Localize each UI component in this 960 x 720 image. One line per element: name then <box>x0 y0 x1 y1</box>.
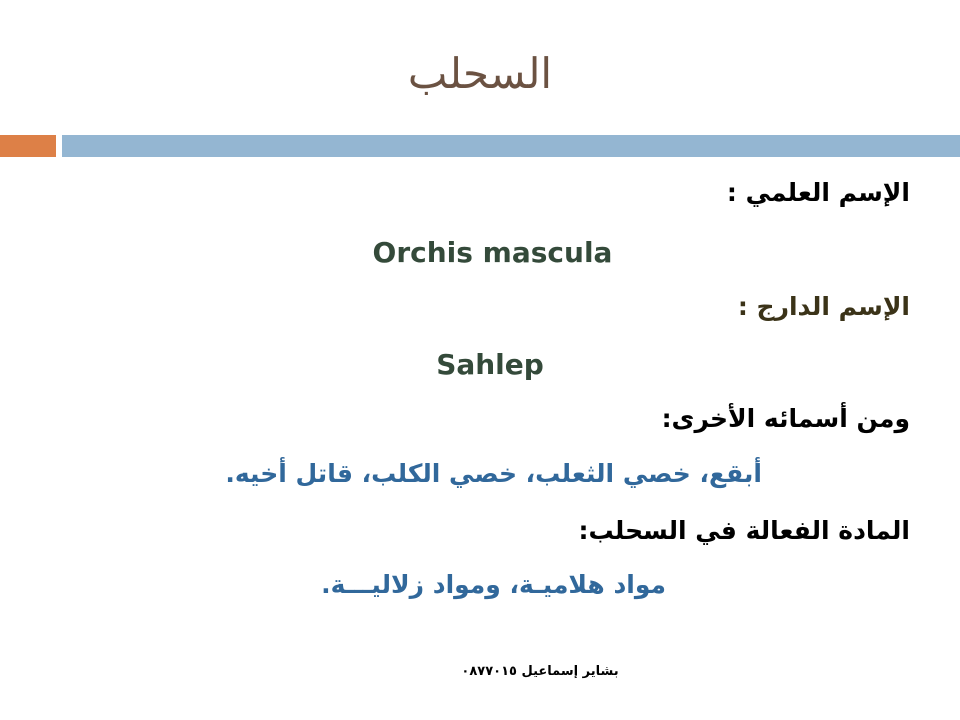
scientific-name-label: الإسم العلمي : <box>726 178 910 207</box>
other-names-label: ومن أسمائه الأخرى: <box>661 404 910 433</box>
other-names: أبقع، خصي الثعلب، خصي الكلب، قاتل أخيه. <box>225 459 762 488</box>
common-name: Sahlep <box>436 348 544 381</box>
common-name-label: الإسم الدارج : <box>737 292 910 321</box>
active-substance: مواد هلاميـة، ومواد زلاليـــة. <box>321 570 666 599</box>
slide-title: السحلب <box>407 49 553 98</box>
active-substance-label: المادة الفعالة في السحلب: <box>578 516 910 545</box>
accent-bar-blue <box>62 135 960 157</box>
footer-text: بشاير إسماعيل ٠٨٧٧٠١٥ <box>461 664 619 679</box>
scientific-name: Orchis mascula <box>372 236 613 269</box>
accent-bar-orange <box>0 135 56 157</box>
